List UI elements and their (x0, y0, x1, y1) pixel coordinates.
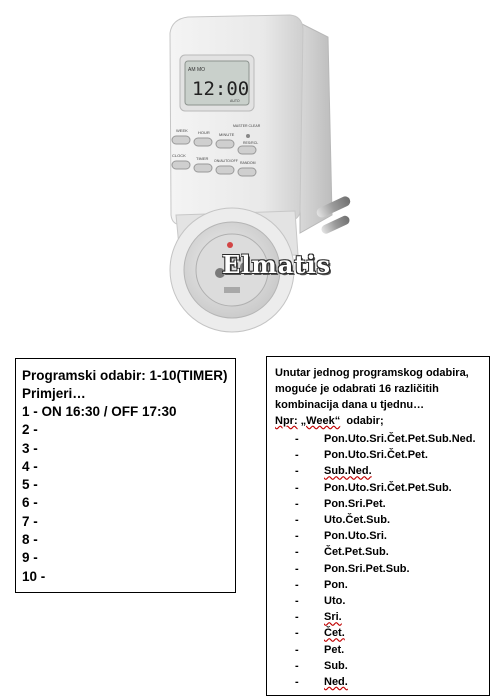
timer-button[interactable] (194, 164, 212, 172)
program-line: 3 - (22, 440, 38, 456)
list-item: - Pon.Uto.Sri. (295, 530, 387, 543)
list-item: - Uto.Čet.Sub. (295, 514, 390, 527)
clock-label: CLOCK (172, 153, 186, 158)
lcd-indicator-day: MO (197, 67, 206, 73)
list-item: - Ned. (295, 676, 348, 689)
intro-line: moguće je odabrati 16 različitih (275, 383, 439, 395)
list-item: - Pon.Uto.Sri.Čet.Pet.Sub.Ned. (295, 433, 476, 445)
example-word: „Week“ (300, 415, 341, 427)
program-line: 5 - (22, 477, 38, 493)
on-auto-off-button[interactable] (216, 166, 234, 174)
timer-plug-image (150, 5, 370, 345)
lcd-auto-label: AUTO (230, 99, 240, 103)
timer-plug-illustration (150, 5, 370, 345)
program-title: Programski odabir: 1-10(TIMER) (22, 368, 228, 383)
list-item: - Pet. (295, 643, 345, 656)
program-line: 6 - (22, 495, 38, 511)
power-led (227, 242, 233, 248)
program-examples-box (15, 358, 236, 593)
list-item: - Pon. (295, 578, 348, 591)
program-line: 7 - (22, 513, 38, 529)
master-clear-label: MASTER CLEAR (233, 124, 261, 128)
lcd-time: 12:00 (192, 78, 250, 100)
list-item: - Pon.Sri.Pet.Sub. (295, 562, 410, 575)
program-line: 9 - (22, 550, 38, 566)
examples-subtitle: Primjeri… (22, 386, 86, 401)
list-item: - Sri. (295, 611, 342, 624)
program-line: 8 - (22, 532, 38, 548)
watermark: Elmatis (222, 250, 332, 279)
program-line: 1 - ON 16:30 / OFF 17:30 (22, 404, 177, 419)
res-rcl-button[interactable] (238, 146, 256, 154)
intro-line: Unutar jednog programskog odabira, (275, 367, 469, 379)
lcd-indicator-am: AM (188, 67, 196, 73)
hour-button[interactable] (194, 138, 212, 146)
program-line: 2 - (22, 422, 38, 438)
hour-label: HOUR (198, 130, 210, 135)
socket-earth-clip (224, 287, 240, 293)
timer-label: TIMER (196, 156, 209, 161)
week-button[interactable] (172, 136, 190, 144)
intro-line: kombinacija dana u tjednu… (275, 399, 425, 411)
list-item: - Pon.Uto.Sri.Čet.Pet.Sub. (295, 481, 452, 494)
week-label: WEEK (176, 128, 188, 133)
on-auto-off-label: ON/AUTO/OFF (214, 159, 238, 163)
program-line: 10 - (22, 568, 46, 584)
random-button[interactable] (238, 168, 256, 176)
list-item: - Čet.Pet.Sub. (295, 546, 389, 559)
random-label: RANDOM (240, 161, 256, 165)
example-prefix: Npr: (275, 415, 298, 427)
res-rcl-label: RES/RCL (243, 141, 259, 145)
minute-button[interactable] (216, 140, 234, 148)
list-item: - Pon.Uto.Sri.Čet.Pet. (295, 449, 428, 462)
day-combinations-box (266, 356, 490, 696)
list-item: - Sub.Ned. (295, 465, 372, 478)
program-line: 4 - (22, 458, 38, 474)
master-clear-button[interactable] (246, 134, 250, 138)
example-suffix: odabir; (346, 415, 384, 427)
minute-label: MINUTE (219, 132, 235, 137)
clock-button[interactable] (172, 161, 190, 169)
list-item: - Sub. (295, 659, 348, 672)
list-item: - Uto. (295, 595, 346, 608)
example-line (275, 413, 483, 429)
list-item: - Čet. (295, 627, 345, 640)
list-item: - Pon.Sri.Pet. (295, 497, 386, 510)
day-combination-list (275, 431, 483, 690)
